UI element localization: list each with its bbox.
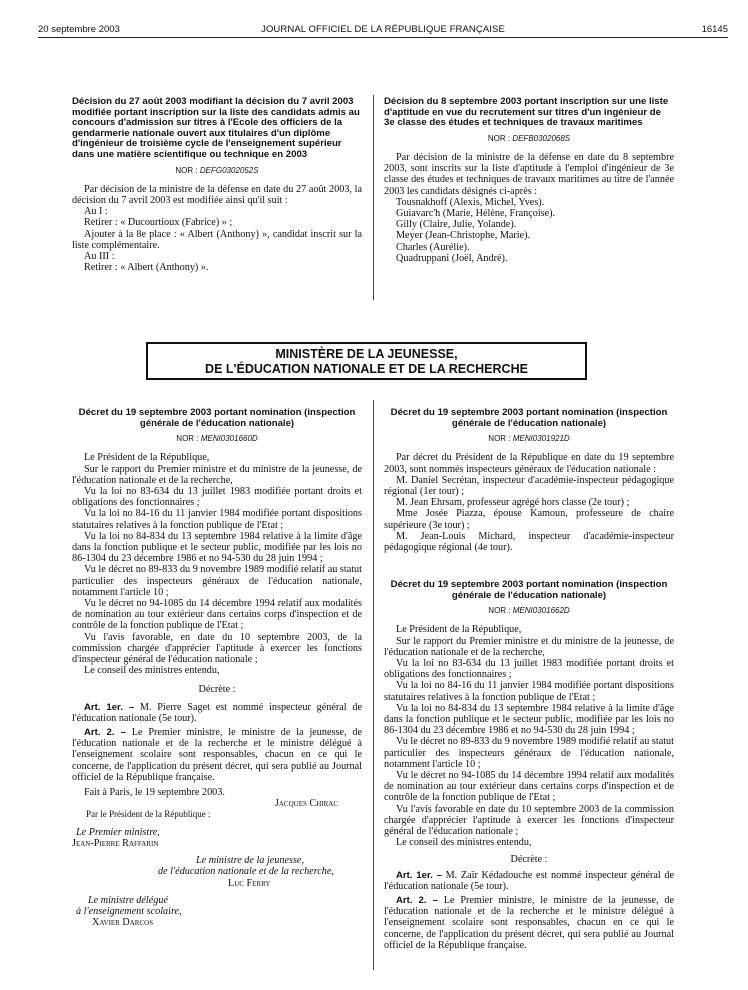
- article-label: Art. 2. –: [84, 727, 126, 739]
- decree-title: Décret du 19 septembre 2003 portant nomination (inspection générale de l'éducation nationale): [390, 579, 668, 601]
- ministry-line-2: DE L'ÉDUCATION NATIONALE ET DE LA RECHERCHE: [205, 362, 528, 376]
- paragraph: Vu l'avis favorable en date du 10 septembre 2003 de la commission chargée d'apprécier l'aptitude à exercer les fonctions d'inspecteur général de l'éducation nationale ;: [384, 803, 674, 838]
- nor-line: NOR : MENI0301660D: [176, 434, 258, 444]
- decision-title: Décision du 27 août 2003 modifiant la décision du 7 avril 2003 modifiée portant inscription sur la liste des candidats admis au concours d'admission sur titres à l'Ecole des officiers de la gendarmerie nationale ouvert aux titulaires d'un diplôme d'ingénieur de troisième cycle de l'enseignement supérieur dans une matière scientifique ou technique en 2003: [72, 96, 360, 160]
- paragraph: Vu l'avis favorable, en date du 10 septembre 2003, de la commission chargée d'apprécier l'aptitude à exercer les fonctions d'inspecteur général de l'éducation nationale ;: [72, 631, 362, 666]
- paragraph: Vu le décret no 94-1085 du 14 décembre 1994 relatif aux modalités de nomination au tour extérieur dans certains corps d'inspection et de contrôle de la fonction publique de l'Etat ;: [72, 598, 362, 632]
- nor-code: MENI0301921D: [512, 434, 570, 444]
- article-label: Art. 2. –: [396, 895, 438, 907]
- nor-line: NOR : MENI0301662D: [488, 606, 570, 616]
- paragraph: Retirer : « Ducourtioux (Fabrice) » ;: [84, 217, 233, 229]
- article-2: Art. 2. – Le Premier ministre, le ministre de la jeunesse, de l'éducation nationale et de la recherche et le ministre délégué à l'enseignement scolaire sont responsables, chacun en ce qui le concerne, de l'application du présent décret, qui sera publié au Journal officiel de la République française.: [384, 895, 674, 951]
- paragraph: Sur le rapport du Premier ministre et du ministre de la jeunesse, de l'éducation nationale et de la recherche,: [384, 635, 674, 658]
- paragraph: Vu la loi no 84-834 du 13 septembre 1984 relative à la limite d'âge dans la fonction publique et le secteur public, modifiée par les lois no 86-1304 du 23 décembre 1986 et no 94-530 du 28 juin 1994 ;: [72, 530, 362, 565]
- minister-delegue-title-2: à l'enseignement scolaire,: [76, 905, 182, 917]
- nor-code: MENI0301660D: [200, 434, 258, 444]
- paragraph: Vu le décret no 89-833 du 9 novembre 1989 modifié relatif au statut particulier des inspecteurs généraux de l'éducation nationale, notamment l'article 10 ;: [72, 564, 362, 598]
- signature-president: Jacques Chirac: [274, 798, 338, 810]
- paragraph: Mme Josée Piazza, épouse Kamoun, professeure de chaire supérieure (3e tour) ;: [384, 508, 674, 531]
- candidate-list: [384, 197, 674, 264]
- candidate-name: Quadruppani (Joël, André).: [396, 252, 508, 264]
- candidate-name: Charles (Aurélie).: [396, 241, 470, 253]
- minister-delegue-title-1: Le ministre délégué: [88, 894, 168, 906]
- paragraph: Au III :: [84, 250, 115, 262]
- candidate-name: Guiavarc'h (Marie, Hélène, Françoise).: [396, 208, 556, 219]
- paragraph: Ajouter à la 8e place : « Albert (Anthony) », candidat inscrit sur la liste complémentaire.: [72, 228, 362, 251]
- minister-title-1: Le ministre de la jeunesse,: [196, 855, 304, 867]
- ministry-heading-box: [146, 342, 587, 380]
- nor-code: MENI0301662D: [512, 606, 570, 616]
- pm-name: Jean-Pierre Raffarin: [72, 837, 159, 849]
- article-label: Art. 1er. –: [396, 869, 442, 881]
- paragraph: Vu le décret no 94-1085 du 14 décembre 1994 relatif aux modalités de nomination au tour extérieur dans certains corps d'inspection et de contrôle de la fonction publique de l'Etat ;: [384, 770, 674, 804]
- nor-line: NOR : MENI0301921D: [488, 434, 570, 444]
- column-divider-top: [373, 95, 374, 300]
- pm-title: Le Premier ministre,: [76, 826, 160, 838]
- decret-kedadouche: [384, 580, 674, 951]
- paragraph: Vu la loi no 84-16 du 11 janvier 1984 modifiée portant dispositions statutaires relatives à la fonction publique de l'Etat ;: [72, 508, 362, 531]
- paragraph: Par décision de la ministre de la défense en date du 27 août 2003, la décision du 7 avril 2003 est modifiée ainsi qu'il suit :: [72, 183, 362, 206]
- fait-a-paris: Fait à Paris, le 19 septembre 2003.: [84, 787, 225, 799]
- decision-8-septembre: [384, 97, 674, 264]
- paragraph: Sur le rapport du Premier ministre et du ministre de la jeunesse, de l'éducation nationale et de la recherche,: [72, 463, 362, 486]
- paragraph: Par décret du Président de la République en date du 19 septembre 2003, sont nommés inspecteurs généraux de l'éducation nationale :: [384, 452, 674, 475]
- paragraph: Le Président de la République,: [84, 452, 210, 464]
- decret-inspecteurs: [384, 408, 674, 553]
- minister-delegue-name: Xavier Darcos: [92, 917, 154, 929]
- paragraph: Vu le décret no 89-833 du 9 novembre 1989 modifié relatif au statut particulier des inspecteurs généraux de l'éducation nationale, notamment l'article 10 ;: [384, 736, 674, 770]
- header-rule: [38, 37, 728, 38]
- paragraph: Vu la loi no 83-634 du 13 juillet 1983 modifiée portant droits et obligations des fonctionnaires ;: [72, 486, 362, 509]
- decree-title: Décret du 19 septembre 2003 portant nomination (inspection générale de l'éducation nationale): [78, 407, 356, 429]
- header-journal-title: JOURNAL OFFICIEL DE LA RÉPUBLIQUE FRANÇAISE: [261, 24, 505, 35]
- header-page-number: 16145: [701, 24, 728, 35]
- paragraph: Vu la loi no 84-16 du 11 janvier 1984 modifiée portant dispositions statutaires relatives à la fonction publique de l'Etat ;: [384, 680, 674, 703]
- paragraph: Le conseil des ministres entendu,: [396, 837, 532, 849]
- minister-title-2: de l'éducation nationale et de la recherche,: [158, 866, 334, 878]
- paragraph: M. Daniel Secrétan, inspecteur d'académie-inspecteur pédagogique régional (1er tour) ;: [384, 474, 674, 497]
- article-2: Art. 2. – Le Premier ministre, le ministre de la jeunesse, de l'éducation nationale et de la recherche et le ministre délégué à l'enseignement scolaire sont responsables, chacun en ce qui le concerne, de l'application du présent décret, qui sera publié au Journal officiel de la République française.: [72, 727, 362, 783]
- paragraph: Vu la loi no 84-834 du 13 septembre 1984 relative à la limite d'âge dans la fonction publique et le secteur public, modifiée par les lois no 86-1304 du 23 décembre 1986 et no 94-530 du 28 juin 1994 ;: [384, 702, 674, 737]
- paragraph: Le conseil des ministres entendu,: [84, 665, 220, 677]
- paragraph: Le Président de la République,: [396, 624, 522, 636]
- paragraph: Vu la loi no 83-634 du 13 juillet 1983 modifiée portant droits et obligations des fonctionnaires ;: [384, 658, 674, 681]
- decrete-label: Décrète :: [510, 854, 548, 866]
- paragraph: M. Jean Ehrsam, professeur agrégé hors classe (2e tour) ;: [396, 497, 630, 509]
- decree-recitals: [384, 624, 674, 848]
- header-date: 20 septembre 2003: [38, 24, 120, 35]
- paragraph: Par décision de la ministre de la défense en date du 8 septembre 2003, sont inscrits sur la liste d'aptitude à l'emploi d'ingénieur de 3e classe des études et techniques de travaux maritimes au titre de l'année 2003 les candidats désignés ci-après :: [384, 151, 674, 197]
- paragraph: M. Jean-Louis Michard, inspecteur d'académie-inspecteur pédagogique régional (4e tour).: [384, 530, 674, 554]
- nor-line: NOR : DEFB0302068S: [487, 133, 571, 143]
- minister-name: Luc Ferry: [228, 877, 271, 889]
- ministry-line-1: MINISTÈRE DE LA JEUNESSE,: [275, 347, 458, 361]
- nor-code: DEFG0302052S: [199, 165, 259, 175]
- nor-code: DEFB0302068S: [512, 133, 571, 143]
- decision-27-aout: [72, 97, 362, 273]
- article-1: Art. 1er. – M. Zaïr Kédadouche est nommé inspecteur général de l'éducation nationale (5e tour).: [384, 869, 674, 892]
- decree-body: [384, 452, 674, 553]
- par-le-president: Par le Président de la République :: [86, 809, 211, 820]
- paragraph: Au I :: [84, 206, 108, 218]
- nor-line: NOR : DEFG0302052S: [175, 165, 259, 175]
- candidate-name: Tousnakhoff (Alexis, Michel, Yves).: [396, 196, 545, 208]
- candidate-name: Gilly (Claire, Julie, Yolande).: [396, 219, 517, 231]
- article-label: Art. 1er. –: [84, 701, 135, 713]
- paragraph: Retirer : « Albert (Anthony) ».: [84, 262, 209, 274]
- decree-recitals: [72, 452, 362, 676]
- decision-title: Décision du 8 septembre 2003 portant inscription sur une liste d'aptitude en vue du recrutement sur titres d'un ingénieur de 3e classe des études et techniques de travaux maritimes: [384, 96, 669, 129]
- candidate-name: Meyer (Jean-Christophe, Marie).: [396, 230, 531, 242]
- decrete-label: Décrète :: [198, 684, 236, 696]
- decret-saget: [72, 408, 362, 928]
- article-1: Art. 1er. – M. Pierre Saget est nommé inspecteur général de l'éducation nationale (5e tour).: [72, 701, 363, 724]
- decree-title: Décret du 19 septembre 2003 portant nomination (inspection générale de l'éducation nationale): [390, 407, 668, 429]
- column-divider-bottom: [373, 400, 374, 970]
